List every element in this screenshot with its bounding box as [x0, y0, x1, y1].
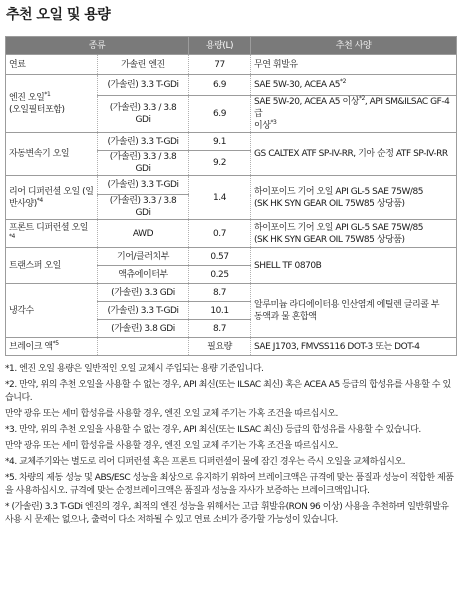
transfer-oil-spec: SHELL TF 0870B [251, 248, 457, 284]
fuel-spec: 무연 휘발유 [251, 55, 457, 75]
coolant-capacity-2: 10.1 [189, 302, 251, 320]
footnote-3: *3. 만약, 위의 추천 오일을 사용할 수 없는 경우, API 최신(또는 ILSAC 최신) 등급의 합성유를 사용할 수 있습니다. [5, 425, 421, 435]
rear-diff-name: 리어 디퍼런셜 오일 (일 반사양)$^{*4}$ [6, 176, 98, 220]
footnote-4: *4. 교체주기와는 별도로 리어 디퍼런셜 혹은 프론트 디퍼런셜이 물에 잠긴 경우는 즉시 오일을 교체하십시오. [5, 457, 405, 467]
brake-fluid-spec: SAE J1703, FMVSS116 DOT-3 또는 DOT-4 [251, 338, 457, 356]
brake-fluid-name: 브레이크 액$^{*5}$ [6, 338, 98, 356]
table-header-row [6, 37, 457, 55]
front-diff-name: 프론트 디퍼런셜 오일 $^{*4}$ [6, 220, 98, 248]
trans-oil-sub-2: (가솔린) 3.3 / 3.8 GDi [98, 151, 189, 176]
engine-oil-sub-1: (가솔린) 3.3 T-GDi [98, 75, 189, 96]
table-row [6, 133, 457, 151]
coolant-capacity-1: 8.7 [189, 284, 251, 302]
header-capacity: 용량(L) [189, 37, 251, 55]
trans-oil-capacity-2: 9.2 [189, 151, 251, 176]
transfer-oil-capacity-2: 0.25 [189, 266, 251, 284]
engine-oil-spec-2: SAE 5W-20, ACEA A5 이상$^{*2}$, API SM&ILSAC GF-4급 이상$^{*3}$ [251, 96, 457, 133]
coolant-sub-1: (가솔린) 3.3 GDi [98, 284, 189, 302]
table-row [6, 284, 457, 302]
table-row [6, 338, 457, 356]
header-type: 종류 [6, 37, 189, 55]
trans-oil-sub-1: (가솔린) 3.3 T-GDi [98, 133, 189, 151]
footnote-2b: 만약 광유 또는 세미 합성유를 사용할 경우, 엔진 오일 교체 주기는 가혹 조건을 따르십시오. [5, 409, 338, 419]
transfer-oil-capacity-1: 0.57 [189, 248, 251, 266]
coolant-sub-3: (가솔린) 3.8 GDi [98, 320, 189, 338]
footnote-3b: 만약 광유 또는 세미 합성유를 사용할 경우, 엔진 오일 교체 주기는 가혹 조건을 따르십시오. [5, 441, 338, 451]
engine-oil-sub-2: (가솔린) 3.3 / 3.8 GDi [98, 96, 189, 133]
engine-oil-spec-1: SAE 5W-30, ACEA A5$^{*2}$ [251, 75, 457, 96]
brake-fluid-capacity: 필요량 [189, 338, 251, 356]
page-title: 추천 오일 및 용량 [6, 7, 111, 23]
rear-diff-sub-2: (가솔린) 3.3 / 3.8 GDi [98, 195, 189, 220]
coolant-sub-2: (가솔린) 3.3 T-GDi [98, 302, 189, 320]
front-diff-spec: 하이포이드 기어 오일 API GL-5 SAE 75W/85 (SK HK SYN GEAR OIL 75W85 상당품) [251, 220, 457, 248]
coolant-name: 냉각수 [6, 284, 98, 338]
table-row [6, 75, 457, 96]
trans-oil-name: 자동변속기 오일 [6, 133, 98, 176]
trans-oil-capacity-1: 9.1 [189, 133, 251, 151]
table-row [6, 220, 457, 248]
rear-diff-sub-1: (가솔린) 3.3 T-GDi [98, 176, 189, 195]
coolant-capacity-3: 8.7 [189, 320, 251, 338]
footnote-5: *5. 차량의 제동 성능 및 ABS/ESC 성능을 최상으로 유지하기 위하여 브레이크액은 규격에 맞는 품질과 성능이 적합한 제품을 사용하십시오. 규격에 맞는 순정브레이크액은 품질과 성능을 자사가 보증하는 브레이크액입니다. [5, 473, 454, 496]
table-row [6, 55, 457, 75]
transfer-oil-name: 트랜스퍼 오일 [6, 248, 98, 284]
engine-oil-capacity-1: 6.9 [189, 75, 251, 96]
footnote-6: * (가솔린) 3.3 T-GDi 엔진의 경우, 최적의 엔진 성능을 위해서는 고급 휘발유(RON 96 이상) 사용을 추천하며 일반휘발유 사용 시 문제는 없으나, 출력이 다소 저하될 수 있고 연료 소비가 증가할 가능성이 있습니다. [5, 502, 449, 525]
fuel-sub: 가솔린 엔진 [98, 55, 189, 75]
engine-oil-name: 엔진 오일$^{*1}$ (오일필터포함) [6, 75, 98, 133]
footnote-1: *1. 엔진 오일 용량은 일반적인 오일 교체시 주입되는 용량 기준입니다. [5, 364, 264, 374]
front-diff-sub: AWD [98, 220, 189, 248]
front-diff-capacity: 0.7 [189, 220, 251, 248]
rear-diff-spec: 하이포이드 기어 오일 API GL-5 SAE 75W/85 (SK HK SYN GEAR OIL 75W85 상당품) [251, 176, 457, 220]
footnotes [5, 363, 456, 530]
table-row [6, 248, 457, 266]
table-row [6, 176, 457, 195]
coolant-spec: 알루미늄 라디에이터용 인산염계 에틸렌 글리콜 부 동액과 물 혼합액 [251, 284, 457, 338]
rear-diff-capacity: 1.4 [189, 176, 251, 220]
fuel-name: 연료 [6, 55, 98, 75]
fuel-capacity: 77 [189, 55, 251, 75]
transfer-oil-sub-2: 액츄에이터부 [98, 266, 189, 284]
trans-oil-spec: GS CALTEX ATF SP-IV-RR, 기아 순정 ATF SP-IV-RR [251, 133, 457, 176]
transfer-oil-sub-1: 기어/클러치부 [98, 248, 189, 266]
footnote-2: *2. 만약, 위의 추천 오일을 사용할 수 없는 경우, API 최신(또는 ILSAC 최신) 혹은 ACEA A5 등급의 합성유를 사용할 수 있습니다. [5, 380, 451, 403]
header-spec: 추천 사양 [251, 37, 457, 55]
engine-oil-capacity-2: 6.9 [189, 96, 251, 133]
oil-capacity-table [5, 36, 457, 356]
